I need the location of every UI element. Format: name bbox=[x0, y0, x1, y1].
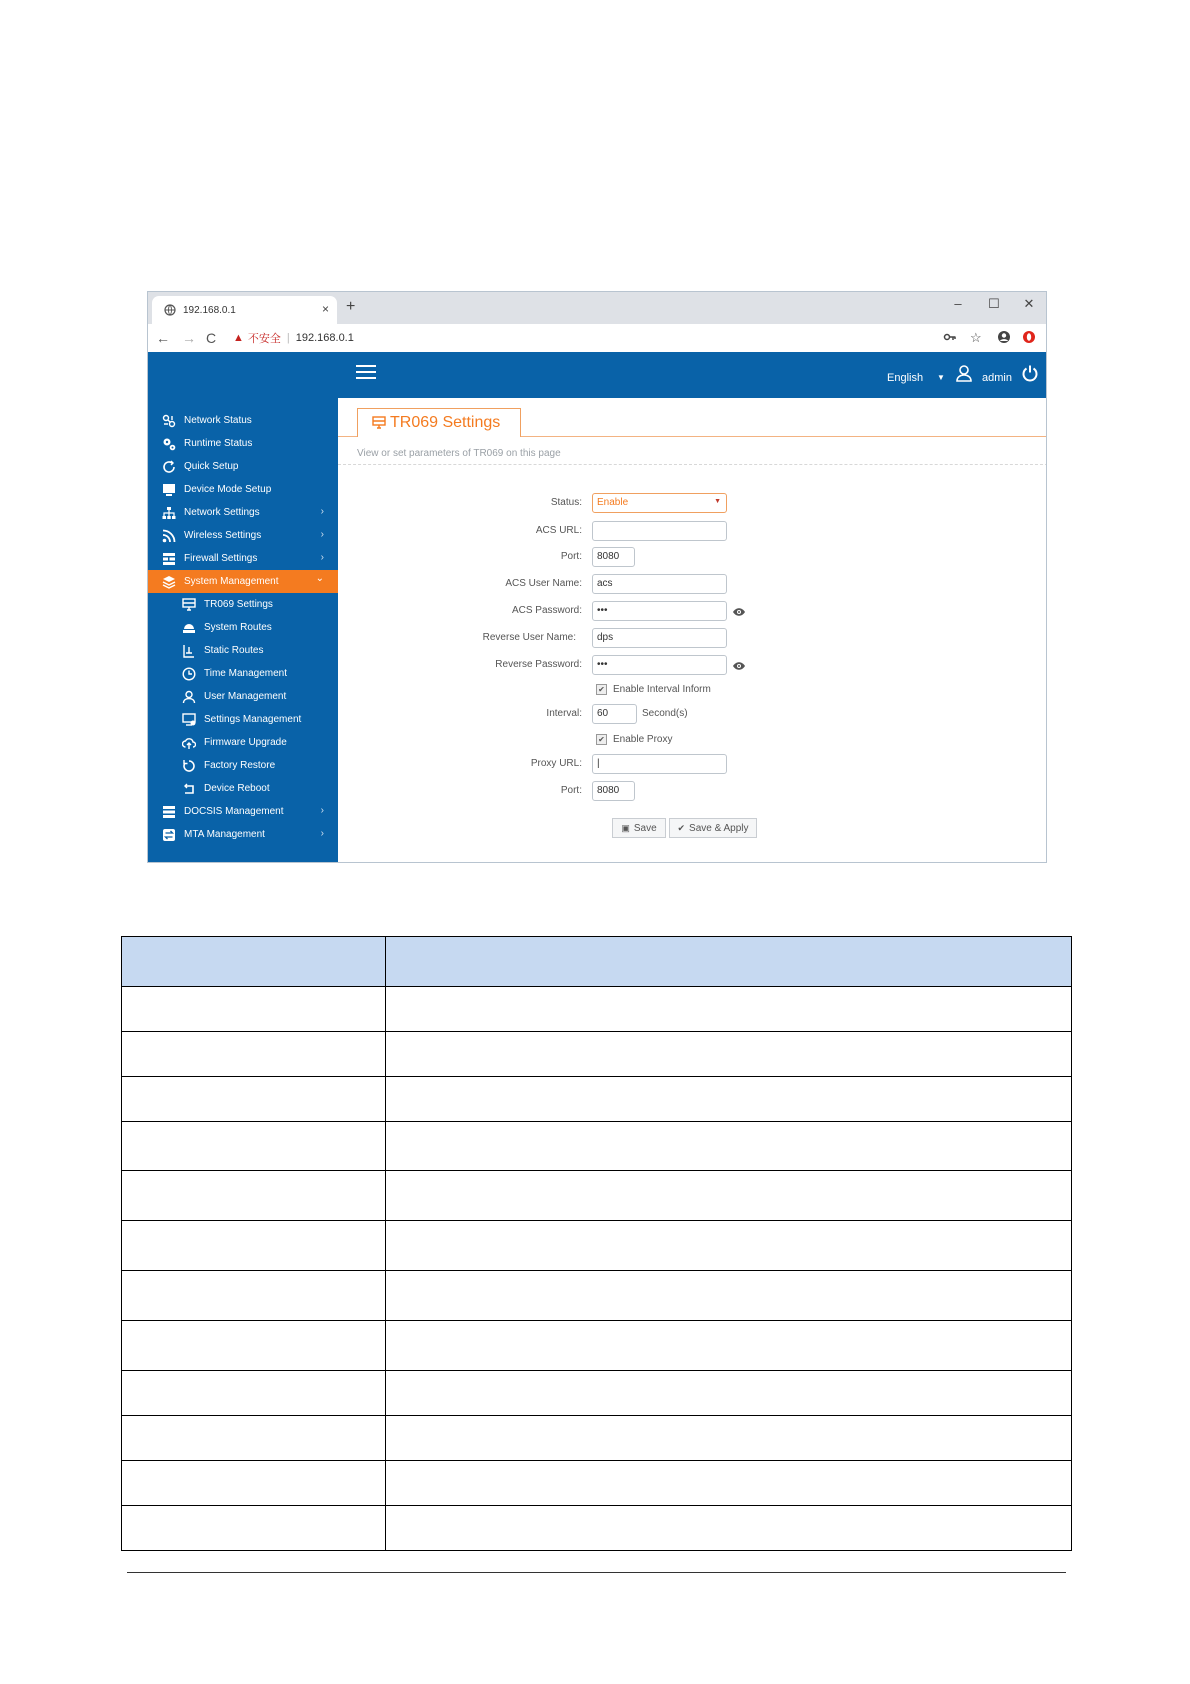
save-button-label: Save bbox=[633, 822, 657, 834]
save-apply-button-label: Save & Apply bbox=[689, 822, 749, 834]
proxy-url-label: Proxy URL: bbox=[530, 758, 582, 769]
table-row bbox=[122, 1077, 1072, 1122]
sitemap-icon bbox=[162, 506, 176, 520]
star-icon[interactable]: ☆ bbox=[970, 330, 982, 345]
sidebar-item-tr069-settings[interactable] bbox=[148, 593, 338, 616]
table-row bbox=[122, 1032, 1072, 1077]
table-row bbox=[122, 1271, 1072, 1321]
chevron-right-icon: › bbox=[320, 805, 324, 816]
firewall-icon bbox=[162, 552, 176, 566]
account-icon[interactable] bbox=[997, 330, 1011, 344]
save-disk-icon: ▣ bbox=[621, 822, 630, 833]
acs-url-input[interactable] bbox=[592, 521, 727, 541]
settings-monitor-icon bbox=[182, 713, 196, 727]
tr069-icon bbox=[372, 416, 386, 430]
gears-icon bbox=[162, 437, 176, 451]
enable-proxy-checkbox[interactable] bbox=[596, 734, 672, 745]
sidebar-item-label: Wireless Settings bbox=[184, 530, 262, 541]
sidebar-item-settings-management[interactable] bbox=[148, 708, 338, 731]
main-content bbox=[338, 398, 1047, 863]
status-label: Status: bbox=[550, 497, 582, 508]
language-select[interactable]: English bbox=[887, 372, 924, 384]
reverse-password-input[interactable]: ••• bbox=[592, 655, 727, 675]
port-input[interactable]: 8080 bbox=[592, 547, 635, 567]
table-cell bbox=[386, 1321, 1072, 1371]
eye-icon[interactable] bbox=[732, 661, 746, 671]
url-text: 192.168.0.1 bbox=[295, 332, 354, 344]
browser-tab[interactable] bbox=[152, 296, 337, 324]
close-window-button[interactable]: ✕ bbox=[1023, 296, 1035, 311]
enable-inform-checkbox[interactable] bbox=[596, 684, 711, 695]
rss-icon bbox=[162, 529, 176, 543]
url-separator: | bbox=[286, 332, 290, 344]
user-icon bbox=[182, 690, 196, 704]
table-header-cell bbox=[122, 937, 386, 987]
sidebar-item-wireless-settings[interactable] bbox=[148, 524, 338, 547]
interval-label: Interval: bbox=[546, 708, 582, 719]
sidebar-item-network-status[interactable] bbox=[148, 409, 338, 432]
acs-url-label: ACS URL: bbox=[535, 525, 582, 536]
router-icon bbox=[182, 621, 196, 635]
table-cell bbox=[122, 1371, 386, 1416]
page-subtitle: View or set parameters of TR069 on this page bbox=[357, 448, 561, 459]
save-apply-button[interactable] bbox=[669, 818, 757, 838]
table-cell bbox=[386, 1371, 1072, 1416]
sidebar-item-label: System Management bbox=[184, 576, 279, 587]
sidebar-item-label: Device Mode Setup bbox=[184, 484, 272, 495]
table-cell bbox=[386, 1506, 1072, 1551]
network-status-icon bbox=[162, 414, 176, 428]
sidebar-item-runtime-status[interactable] bbox=[148, 432, 338, 455]
divider bbox=[338, 464, 1047, 465]
table-cell bbox=[386, 1122, 1072, 1171]
table-row bbox=[122, 1416, 1072, 1461]
minimize-button[interactable]: – bbox=[954, 296, 962, 311]
sidebar-item-device-reboot[interactable] bbox=[148, 777, 338, 800]
status-select[interactable] bbox=[592, 493, 727, 513]
table-cell bbox=[122, 1271, 386, 1321]
sidebar-item-time-management[interactable] bbox=[148, 662, 338, 685]
reload-button[interactable]: C bbox=[206, 330, 217, 346]
sidebar-item-label: User Management bbox=[204, 691, 287, 702]
enable-proxy-label: Enable Proxy bbox=[613, 734, 673, 745]
warning-icon: ▲ bbox=[233, 332, 244, 344]
sidebar bbox=[148, 398, 338, 863]
checkbox-checked-icon: ✔ bbox=[596, 734, 607, 745]
enable-inform-label: Enable Interval Inform bbox=[613, 684, 711, 695]
chevron-down-icon[interactable]: ▼ bbox=[937, 373, 945, 382]
table-row bbox=[122, 1506, 1072, 1551]
mta-icon bbox=[162, 828, 176, 842]
table-cell bbox=[386, 1416, 1072, 1461]
key-icon[interactable] bbox=[943, 330, 957, 344]
url-field[interactable] bbox=[233, 330, 354, 346]
table-cell bbox=[122, 1221, 386, 1271]
sidebar-item-docsis-management[interactable] bbox=[148, 800, 338, 823]
table-row bbox=[122, 1461, 1072, 1506]
back-button[interactable]: ← bbox=[156, 330, 170, 346]
sidebar-item-label: Runtime Status bbox=[184, 438, 253, 449]
reverse-password-label: Reverse Password: bbox=[495, 659, 582, 670]
globe-icon bbox=[164, 304, 176, 316]
table-cell bbox=[122, 1077, 386, 1122]
table-cell bbox=[122, 1122, 386, 1171]
sidebar-item-system-routes[interactable] bbox=[148, 616, 338, 639]
acs-password-input[interactable]: ••• bbox=[592, 601, 727, 621]
sidebar-item-label: Quick Setup bbox=[184, 461, 239, 472]
table-cell bbox=[386, 1077, 1072, 1122]
checkbox-checked-icon: ✔ bbox=[596, 684, 607, 695]
opera-icon[interactable] bbox=[1022, 330, 1036, 344]
sidebar-item-label: Network Settings bbox=[184, 507, 260, 518]
refresh-icon bbox=[162, 460, 176, 474]
table-row bbox=[122, 1122, 1072, 1171]
router-header bbox=[148, 352, 1046, 398]
sidebar-item-label: System Routes bbox=[204, 622, 272, 633]
reverse-user-label: Reverse User Name: bbox=[482, 632, 576, 643]
address-bar bbox=[148, 324, 1046, 353]
sidebar-item-label: Time Management bbox=[204, 668, 287, 679]
chevron-right-icon: › bbox=[320, 529, 324, 540]
sidebar-item-label: TR069 Settings bbox=[204, 599, 273, 610]
table-cell bbox=[122, 1321, 386, 1371]
tab-close-icon[interactable]: × bbox=[321, 302, 329, 316]
acs-user-label: ACS User Name: bbox=[505, 578, 582, 589]
table-header-cell bbox=[386, 937, 1072, 987]
check-icon: ✔ bbox=[677, 822, 686, 833]
table-cell bbox=[386, 987, 1072, 1032]
proxy-port-input[interactable]: 8080 bbox=[592, 781, 635, 801]
sidebar-item-factory-restore[interactable] bbox=[148, 754, 338, 777]
table-cell bbox=[386, 1032, 1072, 1077]
sidebar-item-label: Firewall Settings bbox=[184, 553, 258, 564]
page-footer-rule bbox=[127, 1572, 1066, 1573]
sidebar-item-label: Static Routes bbox=[204, 645, 264, 656]
chevron-right-icon: › bbox=[320, 552, 324, 563]
sidebar-item-user-management[interactable] bbox=[148, 685, 338, 708]
tab-bar bbox=[148, 292, 1046, 324]
table-row bbox=[122, 1171, 1072, 1221]
table-cell bbox=[386, 1171, 1072, 1221]
clock-icon bbox=[182, 667, 196, 681]
sidebar-item-label: MTA Management bbox=[184, 829, 265, 840]
eye-icon[interactable] bbox=[732, 607, 746, 617]
logout-power-icon[interactable] bbox=[1021, 364, 1039, 382]
table-cell bbox=[122, 1032, 386, 1077]
port-label: Port: bbox=[560, 551, 582, 562]
table-row bbox=[122, 1371, 1072, 1416]
acs-user-input[interactable]: acs bbox=[592, 574, 727, 594]
forward-button[interactable]: → bbox=[182, 330, 196, 346]
table-cell bbox=[386, 1221, 1072, 1271]
new-tab-button[interactable]: + bbox=[346, 298, 356, 315]
table-row bbox=[122, 987, 1072, 1032]
sidebar-item-label: Settings Management bbox=[204, 714, 302, 725]
restore-icon bbox=[182, 759, 196, 773]
maximize-button[interactable]: ☐ bbox=[988, 296, 1000, 311]
sidebar-item-label: Factory Restore bbox=[204, 760, 276, 771]
sidebar-item-mta-management[interactable] bbox=[148, 823, 338, 846]
table-cell bbox=[122, 1171, 386, 1221]
cloud-upload-icon bbox=[182, 736, 196, 750]
interval-input[interactable]: 60 bbox=[592, 704, 637, 724]
table-row bbox=[122, 1221, 1072, 1271]
chevron-right-icon: › bbox=[320, 506, 324, 517]
table-cell bbox=[386, 1461, 1072, 1506]
sidebar-item-network-settings[interactable] bbox=[148, 501, 338, 524]
sidebar-item-quick-setup[interactable] bbox=[148, 455, 338, 478]
chevron-down-icon: ⌄ bbox=[315, 573, 324, 584]
acs-password-label: ACS Password: bbox=[511, 605, 582, 616]
security-warning: 不安全 bbox=[247, 333, 281, 345]
docsis-icon bbox=[162, 805, 176, 819]
sidebar-item-firmware-upgrade[interactable] bbox=[148, 731, 338, 754]
tab-tr069-settings[interactable] bbox=[357, 408, 521, 437]
sidebar-item-label: DOCSIS Management bbox=[184, 806, 284, 817]
interval-unit: Second(s) bbox=[642, 708, 688, 719]
table-header-row bbox=[122, 937, 1072, 987]
sidebar-item-system-management[interactable] bbox=[148, 570, 338, 593]
status-value: Enable bbox=[597, 497, 629, 508]
table-cell bbox=[122, 1506, 386, 1551]
tab-title: 192.168.0.1 bbox=[183, 304, 236, 316]
username[interactable]: admin bbox=[982, 372, 1012, 384]
menu-toggle-icon[interactable] bbox=[356, 365, 376, 381]
save-button[interactable] bbox=[612, 818, 666, 838]
proxy-port-label: Port: bbox=[560, 785, 582, 796]
table-cell bbox=[122, 987, 386, 1032]
monitor-icon bbox=[162, 483, 176, 497]
chevron-down-icon: ▼ bbox=[714, 498, 721, 505]
table-cell bbox=[122, 1461, 386, 1506]
sidebar-item-firewall-settings[interactable] bbox=[148, 547, 338, 570]
browser-window bbox=[147, 291, 1047, 863]
parameter-table bbox=[121, 936, 1072, 1551]
sidebar-item-label: Network Status bbox=[184, 415, 252, 426]
layers-icon bbox=[162, 575, 176, 589]
chevron-right-icon: › bbox=[320, 828, 324, 839]
table-cell bbox=[122, 1416, 386, 1461]
tr069-icon bbox=[182, 598, 196, 612]
page-title: TR069 Settings bbox=[390, 414, 501, 431]
table-cell bbox=[386, 1271, 1072, 1321]
static-routes-icon bbox=[182, 644, 196, 658]
reboot-icon bbox=[182, 782, 196, 796]
proxy-url-input[interactable]: | bbox=[592, 754, 727, 774]
reverse-user-input[interactable]: dps bbox=[592, 628, 727, 648]
sidebar-item-label: Firmware Upgrade bbox=[204, 737, 287, 748]
sidebar-item-label: Device Reboot bbox=[204, 783, 270, 794]
user-icon bbox=[955, 364, 973, 382]
table-row bbox=[122, 1321, 1072, 1371]
sidebar-item-static-routes[interactable] bbox=[148, 639, 338, 662]
sidebar-item-device-mode-setup[interactable] bbox=[148, 478, 338, 501]
